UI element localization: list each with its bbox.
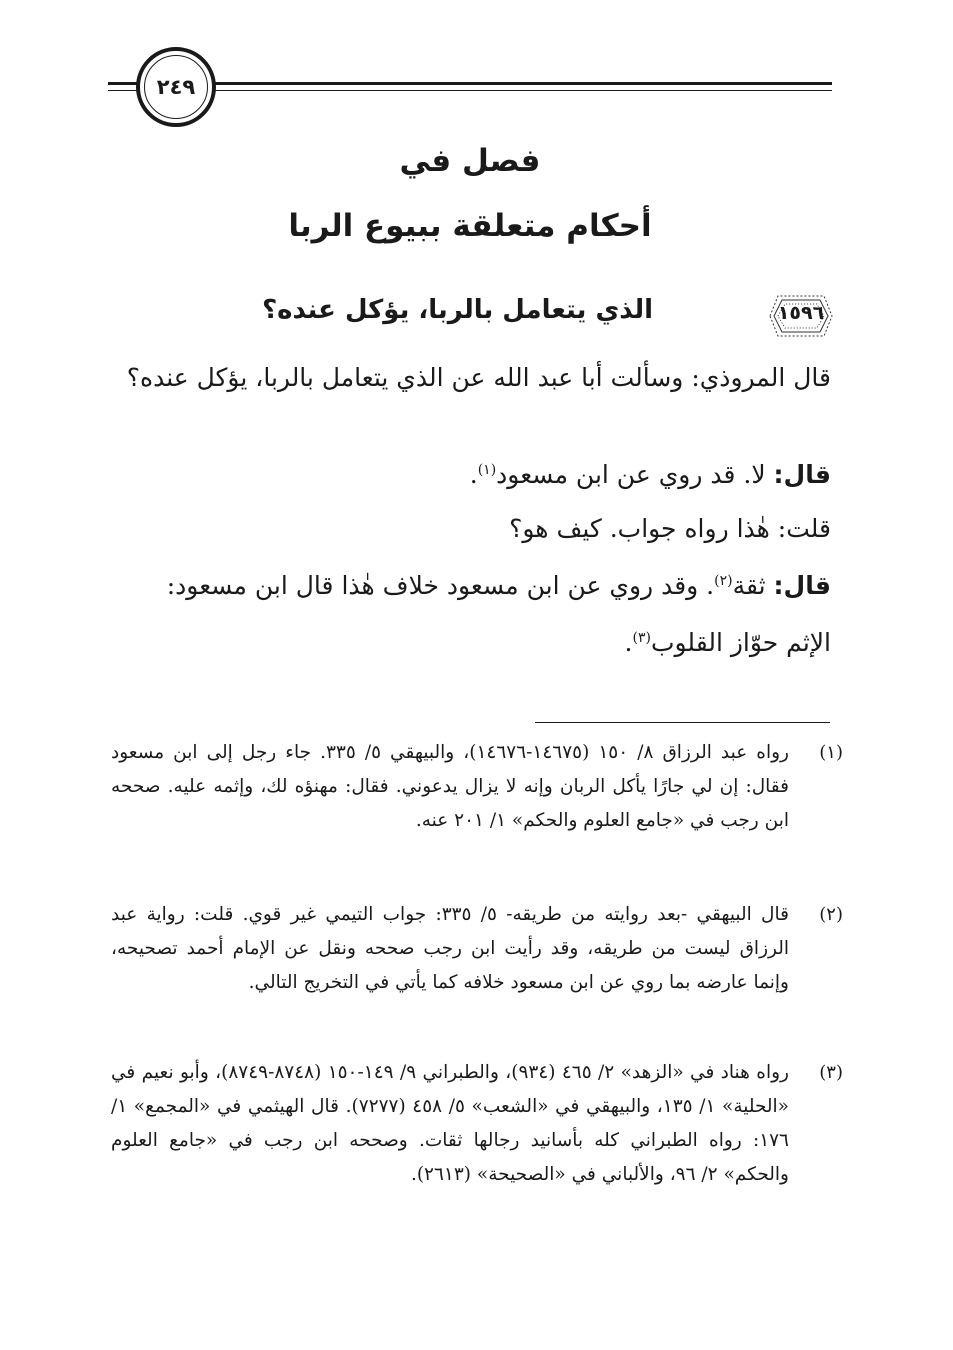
speaker-label: قال: bbox=[773, 460, 831, 489]
header-rule-right-thin bbox=[212, 90, 832, 91]
speaker-label: قال: bbox=[773, 571, 831, 600]
footnote-2 bbox=[111, 898, 843, 1000]
entry-number: ١٥٩٦ bbox=[777, 302, 825, 324]
footnote-text: رواه عبد الرزاق ٨/ ١٥٠ (١٤٦٧٥-١٤٦٧٦)، والبيهقي ٥/ ٣٣٥. جاء رجل إلى ابن مسعود فقال: إن لي جارًا يأكل الربان وإنه لا يزال يدعوني. فقال: مهنؤه لك، وإثمه عليه. صححه ابن رجب في «جامع العلوم والحكم» ١/ ٢٠١ عنه. bbox=[111, 742, 789, 831]
paragraph-answer-1: قال: لا. قد روي عن ابن مسعود$^{(١)}$. bbox=[469, 460, 831, 489]
quote-text: الإثم حوّاز القلوب bbox=[650, 628, 831, 657]
question-heading: الذي يتعامل بالربا، يؤكل عنده؟ bbox=[262, 295, 653, 325]
footnote-ref-3: (٣) bbox=[632, 630, 651, 646]
footnote-number: (٣) bbox=[819, 1062, 843, 1083]
footnote-text: رواه هناد في «الزهد» ٢/ ٤٦٥ (٩٣٤)، والطبراني ٩/ ١٤٩-١٥٠ (٨٧٤٨-٨٧٤٩)، وأبو نعيم في «الحلية» ١/ ١٣٥، والبيهقي في «الشعب» ٥/ ٤٥٨ (٧٢٧٧). قال الهيثمي في «المجمع» ١/ ١٧٦: رواه الطبراني كله بأسانيد رجالها ثقات. وصححه ابن رجب في «جامع العلوم والحكم» ٢/ ٩٦، والألباني في «الصحيحة» (٢٦١٣). bbox=[111, 1062, 789, 1185]
page-number-ring bbox=[136, 47, 216, 127]
header-rule-right bbox=[212, 82, 832, 85]
footnote-text: قال البيهقي -بعد روايته من طريقه- ٥/ ٣٣٥: جواب التيمي غير قوي. قلت: رواية عبد الرزاق ليست من طريقه، وقد رأيت ابن رجب صححه ونقل عن الإمام أحمد تصحيحه، وإنما عارضه بما روي عن ابن مسعود خلافه كما يأتي في التخريج التالي. bbox=[111, 904, 789, 993]
speaker-label: قلت: bbox=[777, 514, 831, 543]
footnote-number: (٢) bbox=[819, 904, 843, 925]
question-text: هٰذا رواه جواب. كيف هو؟ bbox=[509, 514, 770, 543]
footnote-1 bbox=[111, 736, 843, 838]
section-title-line2: أحكام متعلقة ببيوع الربا bbox=[288, 208, 652, 244]
footnote-separator bbox=[535, 722, 830, 723]
paragraph-question-2 bbox=[509, 514, 831, 543]
footnote-ref-2: (٢) bbox=[714, 573, 733, 589]
section-title-line1: فصل في bbox=[399, 143, 541, 179]
page-number: ٢٤٩ bbox=[156, 75, 196, 99]
answer-text: لا. قد روي عن ابن مسعود bbox=[496, 460, 766, 489]
paragraph-answer-2-cont: الإثم حوّاز القلوب$^{(٣)}$. bbox=[624, 628, 831, 657]
answer-text: ثقة bbox=[732, 571, 766, 600]
footnote-number: (١) bbox=[819, 742, 843, 763]
paragraph-answer-2 bbox=[167, 571, 831, 600]
footnote-ref-1: (١) bbox=[477, 462, 497, 478]
paragraph-marwadhi: قال المروذي: وسألت أبا عبد الله عن الذي يتعامل بالربا، يؤكل عنده؟ bbox=[126, 363, 831, 392]
answer-text-cont: . وقد روي عن ابن مسعود خلاف هٰذا قال ابن مسعود: bbox=[166, 571, 715, 600]
footnote-3 bbox=[111, 1056, 843, 1192]
